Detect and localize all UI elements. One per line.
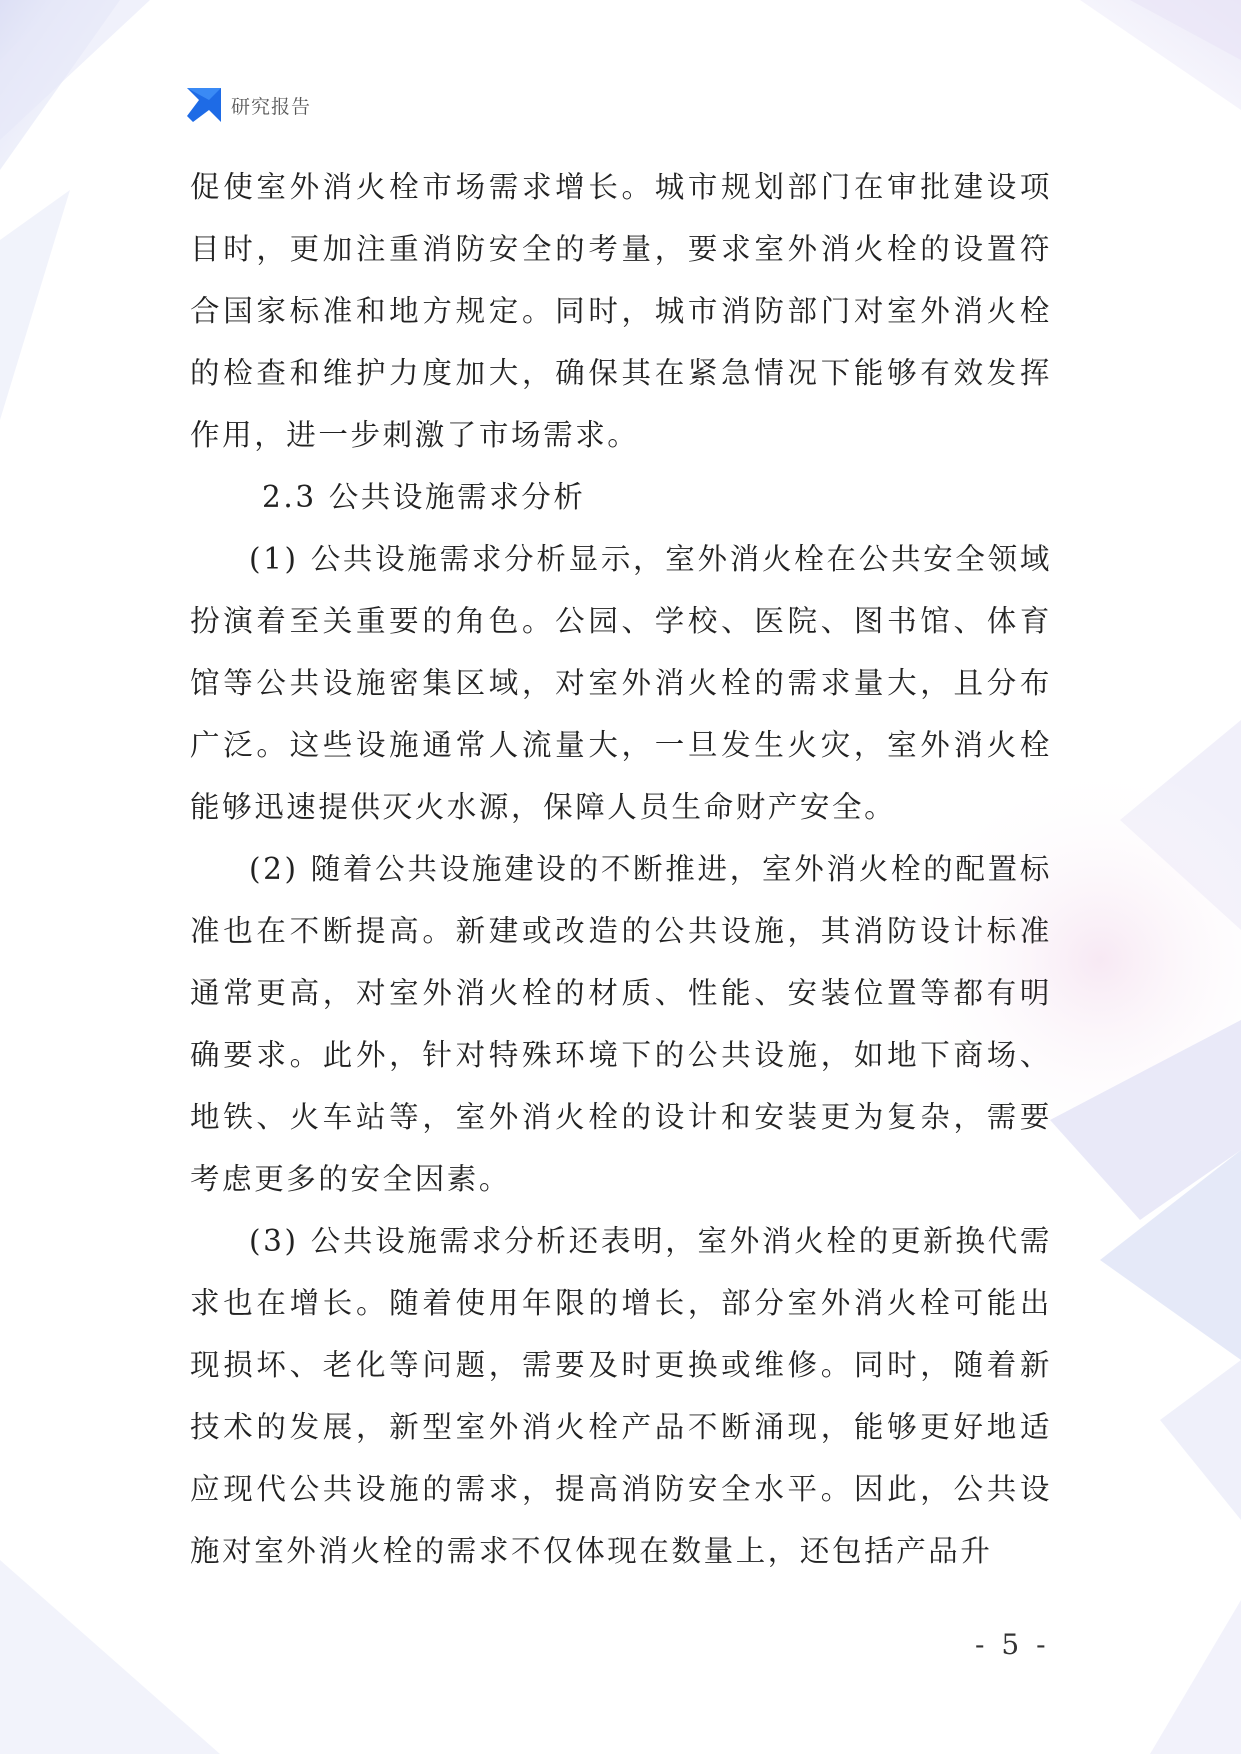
paragraph-2: (2) 随着公共设施建设的不断推进，室外消火栓的配置标准也在不断提高。新建或改造的公共设施，其消防设计标准通常更高，对室外消火栓的材质、性能、安装位置等都有明确要求。此外，针对特殊环境下的公共设施，如地下商场、地铁、火车站等，室外消火栓的设计和安装更为复杂，需要考虑更多的安全因素。 bbox=[190, 852, 1052, 1196]
header-title: 研究报告 bbox=[231, 95, 312, 118]
paragraph-1: (1) 公共设施需求分析显示，室外消火栓在公共安全领域扮演着至关重要的角色。公园、学校、医院、图书馆、体育馆等公共设施密集区域，对室外消火栓的需求量大，且分布广泛。这些设施通常人流量大，一旦发生火灾，室外消火栓能够迅速提供灭火水源，保障人员生命财产安全。 bbox=[190, 542, 1052, 824]
paragraph-3: (3) 公共设施需求分析还表明，室外消火栓的更新换代需求也在增长。随着使用年限的增长，部分室外消火栓可能出现损坏、老化等问题，需要及时更换或维修。同时，随着新技术的发展，新型室外消火栓产品不断涌现，能够更好地适应现代公共设施的需求，提高消防安全水平。因此，公共设施对室外消火栓的需求不仅体现在数量上，还包括产品升 bbox=[190, 1224, 1052, 1568]
document-body bbox=[190, 156, 1052, 1582]
report-header bbox=[187, 88, 311, 122]
arrow-logo-icon bbox=[187, 88, 221, 122]
page-number: - 5 - bbox=[975, 1628, 1050, 1661]
section-heading: 2.3 公共设施需求分析 bbox=[262, 480, 586, 514]
paragraph-continued: 促使室外消火栓市场需求增长。城市规划部门在审批建设项目时，更加注重消防安全的考量，要求室外消火栓的设置符合国家标准和地方规定。同时，城市消防部门对室外消火栓的检查和维护力度加大，确保其在紧急情况下能够有效发挥作用，进一步刺激了市场需求。 bbox=[190, 170, 1052, 452]
